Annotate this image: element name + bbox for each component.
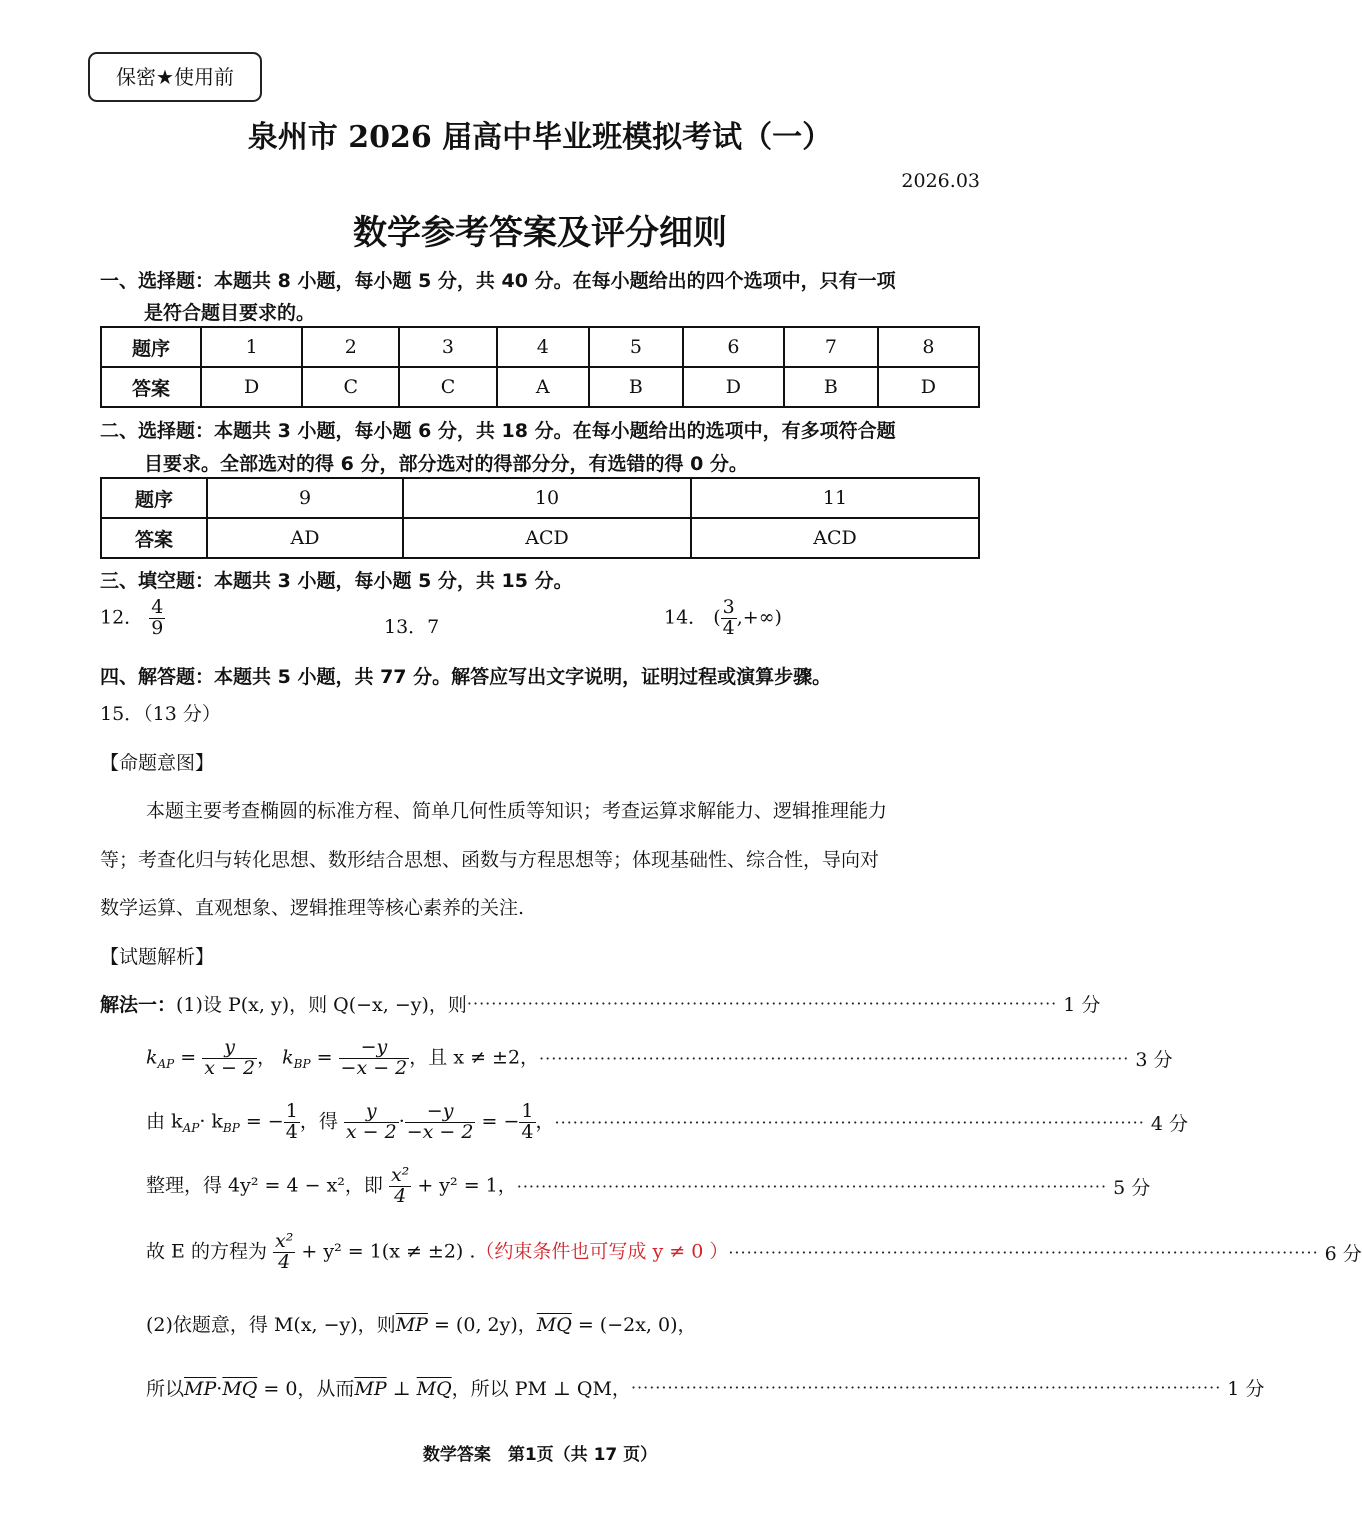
- document-title: 数学参考答案及评分细则: [353, 213, 727, 253]
- step5-score: 6 分: [1324, 1242, 1362, 1265]
- table-row: [101, 327, 979, 367]
- solution-step-6: [146, 1310, 980, 1337]
- intent-paragraph-line3: 数学运算、直观想象、逻辑推理等核心素养的关注.: [100, 897, 525, 919]
- leader-dots: ·································································································: [554, 1112, 1145, 1132]
- q14-interval-end: ,+∞): [736, 606, 782, 629]
- table-row: [101, 518, 979, 558]
- exam-date: 2026.03: [901, 170, 980, 192]
- section2-heading-line1: 二、选择题：本题共 3 小题，每小题 6 分，共 18 分。在每小题给出的选项中，有多项符合题: [100, 420, 896, 442]
- solution-step-7: [146, 1374, 1265, 1401]
- fraction-denominator: 4: [273, 1252, 295, 1273]
- section1-heading-line2: 是符合题目要求的。: [144, 302, 316, 324]
- step4-text: 整理，得 4y² = 4 − x²，即: [146, 1174, 383, 1197]
- fraction-denominator: x − 2: [204, 1056, 256, 1079]
- leader-dots: ·································································································: [539, 1048, 1130, 1068]
- q14-fraction: [721, 598, 737, 639]
- question-number: 3: [399, 327, 496, 367]
- section2-answer-table: [100, 477, 980, 559]
- table-row: [101, 367, 979, 407]
- leader-dots: ·································································································: [630, 1378, 1222, 1397]
- exam-title: 泉州市 2026 届高中毕业班模拟考试（一）: [247, 120, 833, 155]
- question-number: 7: [784, 327, 878, 367]
- answer-cell: ACD: [403, 518, 691, 558]
- q12-fraction: [149, 598, 165, 639]
- step3-eq: = −: [239, 1110, 284, 1133]
- step1-text: (1)设 P(x, y)，则 Q(−x, −y)，则: [176, 994, 467, 1016]
- intent-paragraph-line1: 本题主要考查椭圆的标准方程、简单几何性质等知识；考查运算求解能力、逻辑推理能力: [146, 800, 888, 822]
- step6-text-c: = (−2x, 0)，: [571, 1314, 697, 1336]
- step3-eq2: = −: [475, 1110, 520, 1133]
- solution-step-2: $k_{AP}$ = $\frac{y}{x - 2}$ ， $k_{BP}$ = $\frac{-y}{-x - 2}$ ，且 x ≠ ±2， ································································································· 3 分: [146, 1036, 1173, 1079]
- intent-heading: 【命题意图】: [100, 752, 215, 774]
- dot-operator: ·: [216, 1378, 223, 1400]
- fraction-numerator: −y: [360, 1036, 388, 1058]
- step7-text-c: ，所以 PM ⊥ QM，: [451, 1378, 631, 1400]
- table-row: [101, 478, 979, 518]
- solution-step-4: [146, 1164, 1151, 1207]
- question-number: 4: [497, 327, 589, 367]
- fraction-numerator: 3: [722, 596, 735, 618]
- answer-cell: ACD: [691, 518, 979, 558]
- quarter-fraction: [284, 1102, 300, 1143]
- step5-text: 故 E 的方程为: [146, 1240, 267, 1263]
- quarter-fraction: [519, 1102, 535, 1143]
- step3-text-a: 由 k: [146, 1110, 183, 1133]
- answer-cell: C: [302, 367, 399, 407]
- vector-mp: $\overline{MP}$: [184, 1378, 217, 1400]
- row-label-answer: 答案: [101, 367, 201, 407]
- question-number: 9: [207, 478, 403, 518]
- vector-mq: $\overline{MQ}$: [222, 1378, 258, 1400]
- question-number: 10: [403, 478, 691, 518]
- fraction-numerator: 1: [521, 1100, 534, 1122]
- answer-cell: AD: [207, 518, 403, 558]
- step6-text-a: (2)依题意，得 M(x, −y)，则: [146, 1314, 396, 1336]
- step2-score: 3 分: [1135, 1048, 1173, 1071]
- fraction-denominator: 4: [389, 1186, 411, 1207]
- fraction-denominator: 4: [521, 1120, 534, 1143]
- fraction-numerator: −y: [426, 1100, 454, 1122]
- vector-mq: $\overline{MQ}$: [416, 1378, 452, 1400]
- answer-q14: [664, 598, 782, 639]
- question-number: 8: [878, 327, 979, 367]
- product-fraction-2: [405, 1102, 476, 1143]
- q12-label: 12．: [100, 606, 144, 629]
- step2-tail: ，且 x ≠ ±2，: [409, 1046, 540, 1069]
- intent-paragraph-line2: 等；考查化归与转化思想、数形结合思想、函数与方程思想等；体现基础性、综合性，导向对: [100, 849, 880, 871]
- fraction-numerator: 4: [151, 596, 164, 618]
- step1-score: 1 分: [1063, 994, 1101, 1016]
- vector-mp: $\overline{MP}$: [354, 1378, 387, 1400]
- kbp-fraction: [339, 1038, 410, 1079]
- section4-heading: 四、解答题：本题共 5 小题，共 77 分。解答应写出文字说明，证明过程或演算步骤。: [100, 666, 832, 688]
- fraction-denominator: 4: [722, 616, 735, 639]
- fraction-numerator: 1: [285, 1100, 298, 1122]
- step7-text-b: = 0，从而: [257, 1378, 355, 1400]
- slope-symbol: k: [146, 1046, 158, 1069]
- answer-cell: B: [589, 367, 683, 407]
- constraint-note: （约束条件也可写成 y ≠ 0 ）: [475, 1240, 729, 1263]
- question-number: 1: [201, 327, 302, 367]
- section3-heading: 三、填空题：本题共 3 小题，每小题 5 分，共 15 分。: [100, 570, 573, 592]
- question-15-label: 15．（13 分）: [100, 703, 221, 725]
- fraction-numerator: y: [224, 1036, 236, 1058]
- row-label-answer: 答案: [101, 518, 207, 558]
- fraction-denominator: −x − 2: [406, 1120, 474, 1143]
- perp-operator: ⊥: [386, 1378, 417, 1400]
- fraction-numerator: y: [365, 1100, 377, 1122]
- fraction-numerator: x²: [390, 1164, 410, 1186]
- answer-cell: D: [878, 367, 979, 407]
- fraction-denominator: 9: [151, 616, 164, 639]
- answer-q12: [100, 598, 165, 639]
- question-number: 2: [302, 327, 399, 367]
- answer-cell: A: [497, 367, 589, 407]
- slope-subscript-ap: AP: [182, 1121, 200, 1136]
- q14-label: 14．: [664, 606, 708, 629]
- answer-cell: C: [399, 367, 496, 407]
- step7-text-a: 所以: [146, 1378, 185, 1400]
- slope-subscript-bp: BP: [293, 1057, 311, 1072]
- step7-score: 1 分: [1227, 1378, 1265, 1400]
- leader-dots: ·································································································: [466, 994, 1058, 1013]
- step4-score: 5 分: [1113, 1176, 1151, 1199]
- vector-mq: $\overline{MQ}$: [536, 1314, 572, 1336]
- solution-step-5: [146, 1230, 1362, 1273]
- question-number: 5: [589, 327, 683, 367]
- q14-open-paren: (: [713, 606, 721, 629]
- ellipse-fraction: [273, 1232, 295, 1273]
- question-number: 11: [691, 478, 979, 518]
- leader-dots: ·································································································: [728, 1242, 1319, 1262]
- answer-cell: D: [201, 367, 302, 407]
- step3-get: ，得: [299, 1110, 338, 1133]
- step3-text-b: · k: [199, 1110, 223, 1133]
- confidential-stamp: 保密★使用前: [88, 52, 262, 102]
- section1-answer-table: [100, 326, 980, 408]
- product-fraction-1: [344, 1102, 399, 1143]
- step3-tail: ，: [535, 1110, 555, 1133]
- slope-symbol: k: [282, 1046, 294, 1069]
- answer-q13: 13．7: [384, 616, 440, 638]
- step5-tail: + y² = 1(x ≠ ±2) .: [301, 1240, 476, 1263]
- question-number: 6: [683, 327, 784, 367]
- step6-text-b: = (0, 2y)，: [427, 1314, 537, 1336]
- fraction-denominator: x − 2: [345, 1120, 397, 1143]
- page-footer: 数学答案 第1页（共 17 页）: [422, 1445, 658, 1465]
- step4-tail: + y² = 1，: [417, 1174, 517, 1197]
- analysis-heading: 【试题解析】: [100, 946, 215, 968]
- section1-heading-line1: 一、选择题：本题共 8 小题，每小题 5 分，共 40 分。在每小题给出的四个选项中，只有一项: [100, 270, 896, 292]
- solution-step-1: [100, 990, 1101, 1017]
- fraction-numerator: x²: [275, 1230, 294, 1252]
- method-label: 解法一：: [100, 994, 177, 1016]
- step3-score: 4 分: [1150, 1112, 1188, 1135]
- section2-heading-line2: 目要求。全部选对的得 6 分，部分选对的得部分分，有选错的得 0 分。: [144, 453, 748, 475]
- solution-step-3: 由 $k_{AP}\cdot k_{BP}$ = − $\frac{1}{4}$ ，得 $\frac{y}{x - 2}$ · $\frac{-y}{-x - 2}$ = − $\frac{1}{4}$ ， ································································································· 4 分: [146, 1100, 1188, 1143]
- kap-fraction: [202, 1038, 257, 1079]
- answer-cell: D: [683, 367, 784, 407]
- row-label-number: 题序: [101, 478, 207, 518]
- row-label-number: 题序: [101, 327, 201, 367]
- vector-mp: $\overline{MP}$: [395, 1314, 428, 1336]
- ellipse-fraction: [389, 1166, 411, 1207]
- slope-subscript-ap: AP: [157, 1057, 175, 1072]
- leader-dots: ·································································································: [516, 1176, 1108, 1196]
- fraction-denominator: 4: [285, 1120, 298, 1143]
- slope-subscript-bp: BP: [222, 1121, 240, 1136]
- answer-cell: B: [784, 367, 878, 407]
- fraction-denominator: −x − 2: [340, 1056, 408, 1079]
